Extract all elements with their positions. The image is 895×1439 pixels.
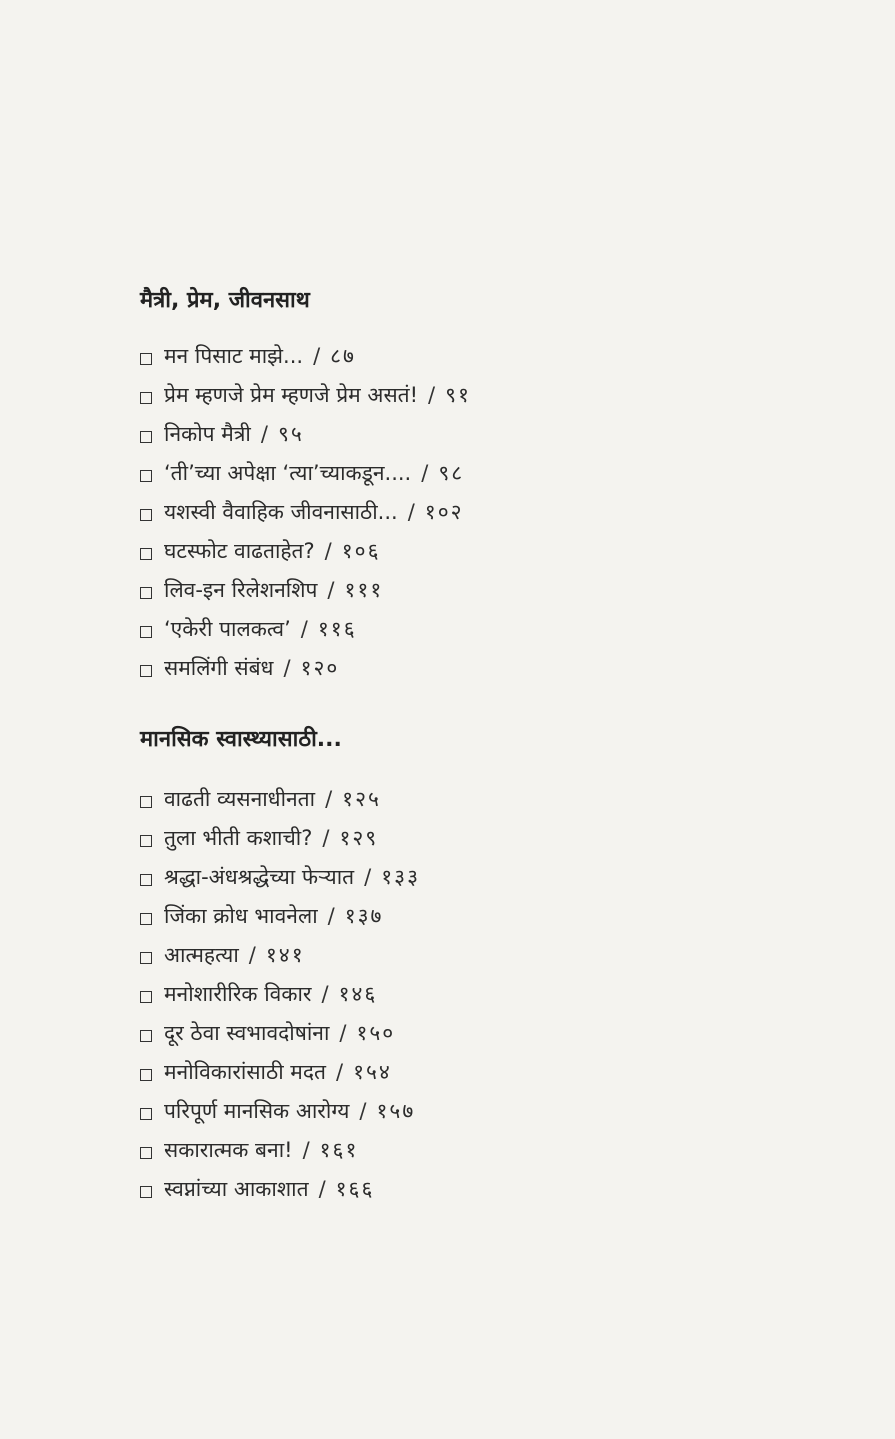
entry-title: मनोशारीरिक विकार xyxy=(164,981,312,1006)
checkbox-bullet-icon xyxy=(140,952,152,964)
checkbox-bullet-icon xyxy=(140,431,152,443)
entry-title: मन पिसाट माझे... xyxy=(164,343,304,368)
toc-entry xyxy=(140,818,840,857)
entry-separator: / xyxy=(324,538,332,563)
entry-page-number: १११ xyxy=(344,577,384,602)
entry-separator: / xyxy=(283,655,291,680)
entry-separator: / xyxy=(407,499,415,524)
checkbox-bullet-icon xyxy=(140,1030,152,1042)
entry-separator: / xyxy=(248,942,256,967)
entry-separator: / xyxy=(325,786,333,811)
entry-separator: / xyxy=(260,421,268,446)
checkbox-bullet-icon xyxy=(140,835,152,847)
entry-page-number: १०२ xyxy=(424,499,464,524)
toc-entry xyxy=(140,974,840,1013)
entry-page-number: १०६ xyxy=(341,538,381,563)
entry-page-number: १२९ xyxy=(339,825,379,850)
toc-entry xyxy=(140,570,840,609)
entry-separator: / xyxy=(327,577,335,602)
entry-title: श्रद्धा-अंधश्रद्धेच्या फेऱ्यात xyxy=(164,864,355,889)
toc-list xyxy=(140,336,840,687)
checkbox-bullet-icon xyxy=(140,665,152,677)
toc-entry xyxy=(140,1169,840,1208)
toc-entry xyxy=(140,779,840,818)
checkbox-bullet-icon xyxy=(140,991,152,1003)
entry-title: जिंका क्रोध भावनेला xyxy=(164,903,318,928)
checkbox-bullet-icon xyxy=(140,548,152,560)
entry-page-number: १२५ xyxy=(342,786,381,811)
entry-title: दूर ठेवा स्वभावदोषांना xyxy=(164,1020,330,1045)
entry-separator: / xyxy=(300,616,308,641)
entry-separator: / xyxy=(421,460,429,485)
entry-separator: / xyxy=(321,981,329,1006)
entry-title: समलिंगी संबंध xyxy=(164,655,274,680)
entry-page-number: १४१ xyxy=(265,942,305,967)
checkbox-bullet-icon xyxy=(140,874,152,886)
checkbox-bullet-icon xyxy=(140,796,152,808)
entry-separator: / xyxy=(327,903,335,928)
entry-page-number: ९५ xyxy=(277,421,304,446)
entry-title: निकोप मैत्री xyxy=(164,421,251,446)
checkbox-bullet-icon xyxy=(140,1108,152,1120)
entry-separator: / xyxy=(359,1098,367,1123)
entry-title: सकारात्मक बना! xyxy=(164,1137,293,1162)
entry-page-number: १३३ xyxy=(381,864,420,889)
checkbox-bullet-icon xyxy=(140,509,152,521)
toc-entry xyxy=(140,375,840,414)
toc-entry xyxy=(140,492,840,531)
entry-page-number: १३७ xyxy=(344,903,384,928)
entry-title: मनोविकारांसाठी मदत xyxy=(164,1059,326,1084)
toc-entry xyxy=(140,1052,840,1091)
entry-separator: / xyxy=(364,864,372,889)
entry-page-number: १६१ xyxy=(319,1137,359,1162)
entry-page-number: ८७ xyxy=(330,343,356,368)
entry-separator: / xyxy=(322,825,330,850)
entry-page-number: १६६ xyxy=(335,1176,375,1201)
toc-entry xyxy=(140,857,840,896)
entry-page-number: ९८ xyxy=(438,460,465,485)
entry-title: ‘ती’च्या अपेक्षा ‘त्या’च्याकडून.... xyxy=(164,460,412,485)
entry-page-number: १५७ xyxy=(376,1098,416,1123)
toc-entry xyxy=(140,414,840,453)
toc-entry xyxy=(140,1130,840,1169)
entry-separator: / xyxy=(318,1176,326,1201)
checkbox-bullet-icon xyxy=(140,587,152,599)
checkbox-bullet-icon xyxy=(140,1069,152,1081)
entry-separator: / xyxy=(313,343,321,368)
toc-entry xyxy=(140,453,840,492)
toc-entry xyxy=(140,336,840,375)
entry-title: यशस्वी वैवाहिक जीवनासाठी... xyxy=(164,499,398,524)
checkbox-bullet-icon xyxy=(140,353,152,365)
checkbox-bullet-icon xyxy=(140,1186,152,1198)
entry-page-number: १५४ xyxy=(353,1059,392,1084)
entry-page-number: १५० xyxy=(356,1020,396,1045)
entry-separator: / xyxy=(428,382,436,407)
section-title: मैत्री, प्रेम, जीवनसाथ xyxy=(140,288,310,313)
entry-title: स्वप्नांच्या आकाशात xyxy=(164,1176,309,1201)
entry-separator: / xyxy=(336,1059,344,1084)
entry-page-number: ११६ xyxy=(317,616,357,641)
entry-title: ‘एकेरी पालकत्व’ xyxy=(164,616,291,641)
checkbox-bullet-icon xyxy=(140,470,152,482)
toc-entry xyxy=(140,531,840,570)
toc-section-friendship-love xyxy=(140,284,840,687)
entry-separator: / xyxy=(339,1020,347,1045)
toc-entry xyxy=(140,609,840,648)
entry-title: प्रेम म्हणजे प्रेम म्हणजे प्रेम असतं! xyxy=(164,382,419,407)
entry-title: घटस्फोट वाढताहेत? xyxy=(164,538,315,563)
entry-title: लिव-इन रिलेशनशिप xyxy=(164,577,318,602)
entry-page-number: १२० xyxy=(300,655,340,680)
entry-separator: / xyxy=(302,1137,310,1162)
entry-page-number: ९१ xyxy=(445,382,471,407)
toc-section-mental-health xyxy=(140,723,840,1208)
checkbox-bullet-icon xyxy=(140,392,152,404)
entry-title: परिपूर्ण मानसिक आरोग्य xyxy=(164,1098,350,1123)
entry-title: आत्महत्या xyxy=(164,942,239,967)
checkbox-bullet-icon xyxy=(140,913,152,925)
toc-list xyxy=(140,779,840,1208)
entry-title: तुला भीती कशाची? xyxy=(164,825,313,850)
toc-entry xyxy=(140,1091,840,1130)
toc-entry xyxy=(140,648,840,687)
checkbox-bullet-icon xyxy=(140,1147,152,1159)
section-title: मानसिक स्वास्थ्यासाठी... xyxy=(140,727,342,752)
entry-title: वाढती व्यसनाधीनता xyxy=(164,786,316,811)
toc-entry xyxy=(140,896,840,935)
toc-entry xyxy=(140,1013,840,1052)
checkbox-bullet-icon xyxy=(140,626,152,638)
toc-entry xyxy=(140,935,840,974)
entry-page-number: १४६ xyxy=(338,981,378,1006)
